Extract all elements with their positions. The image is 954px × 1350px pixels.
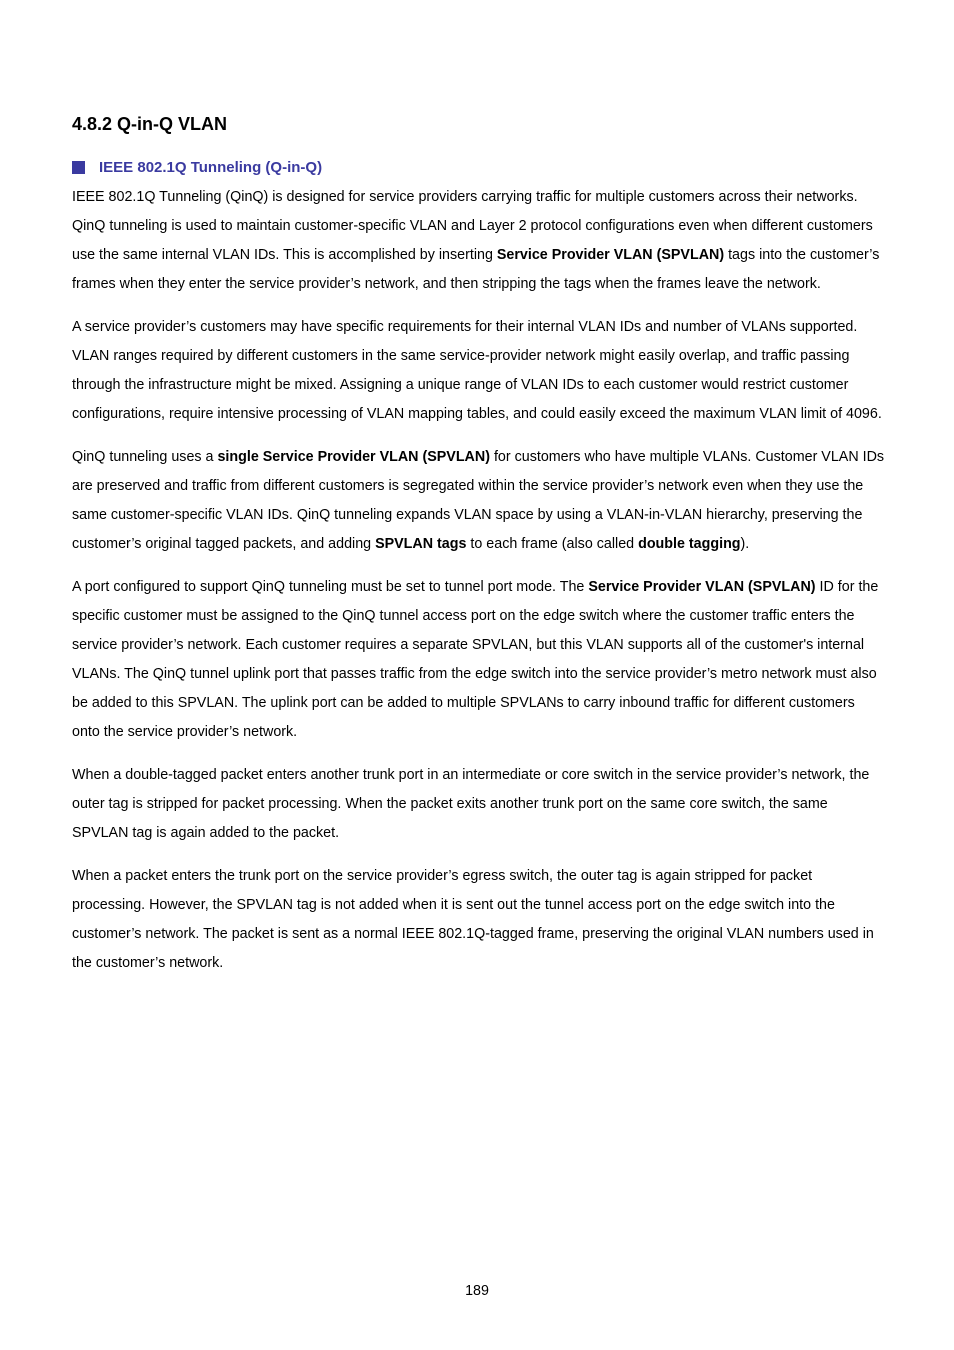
- text-run: When a packet enters the trunk port on the service provider’s egress switch, the outer tag is again stripped for packet processing. However, the SPVLAN tag is not added when it is sent out the tunnel access port on the edge switch into the customer’s network. The packet is sent as a normal IEEE 802.1Q-tagged frame, preserving the original VLAN numbers used in the customer’s network.: [72, 868, 874, 971]
- paragraph: [72, 443, 886, 559]
- paragraph: [72, 573, 886, 747]
- text-run: A port configured to support QinQ tunneling must be set to tunnel port mode. The: [72, 579, 589, 595]
- text-run: QinQ tunneling uses a: [72, 449, 218, 465]
- text-run: IEEE 802.1Q Tunneling (QinQ) is designed for service providers carrying traffic for multiple customers across their networks. QinQ tunneling is used to maintain customer-specific VLAN and Layer 2 protocol configurations even when different customers use the same internal VLAN IDs. This is accomplished by inserting: [72, 189, 873, 263]
- text-run: A service provider’s customers may have specific requirements for their internal VLAN IDs and number of VLANs supported. VLAN ranges required by different customers in the same service-provider network might easily overlap, and traffic passing through the infrastructure might be mixed. Assigning a unique range of VLAN IDs to each customer would restrict customer configurations, require intensive processing of VLAN mapping tables, and could easily exceed the maximum VLAN limit of 4096.: [72, 319, 882, 422]
- bold-text: Service Provider VLAN (SPVLAN): [588, 579, 816, 595]
- paragraph: [72, 183, 886, 299]
- text-run: to each frame (also called: [466, 536, 639, 552]
- paragraph: [72, 862, 886, 978]
- bold-text: SPVLAN tags: [375, 536, 467, 552]
- bold-text: single Service Provider VLAN (SPVLAN): [217, 449, 490, 465]
- text-run: for customers who have multiple VLANs. Customer VLAN IDs are preserved and traffic from different customers is segregated within the service provider’s network even when they use the same customer-specific VLAN IDs. QinQ tunneling expands VLAN space by using a VLAN-in-VLAN hierarchy, preserving the customer’s original tagged packets, and adding: [72, 449, 885, 552]
- text-run: tags into the customer’s frames when they enter the service provider’s network, and then stripping the tags when the frames leave the network.: [72, 247, 880, 292]
- text-run: ID for the specific customer must be assigned to the QinQ tunnel access port on the edge switch where the customer traffic enters the service provider’s network. Each customer requires a separate SPVLAN, but this VLAN supports all of the customer's internal VLANs. The QinQ tunnel uplink port that passes traffic from the edge switch into the service provider’s metro network must also be added to this SPVLAN. The uplink port can be added to multiple SPVLANs to carry inbound traffic for different customers onto the service provider’s network.: [72, 579, 879, 740]
- section-title: 4.8.2 Q-in-Q VLAN: [72, 114, 228, 134]
- text-run: When a double-tagged packet enters another trunk port in an intermediate or core switch in the service provider’s network, the outer tag is stripped for packet processing. When the packet exits another trunk port on the same core switch, the same SPVLAN tag is again added to the packet.: [72, 767, 870, 841]
- page-number: 189: [465, 1283, 489, 1299]
- paragraph: [72, 761, 886, 848]
- paragraph: [72, 313, 886, 429]
- subsection-title: IEEE 802.1Q Tunneling (Q-in-Q): [99, 159, 323, 176]
- text-run: ).: [740, 536, 750, 552]
- body-text: [72, 183, 886, 992]
- subsection-heading: [72, 159, 322, 176]
- square-bullet-icon: [72, 161, 85, 174]
- bold-text: double tagging: [638, 536, 741, 552]
- bold-text: Service Provider VLAN (SPVLAN): [496, 247, 725, 263]
